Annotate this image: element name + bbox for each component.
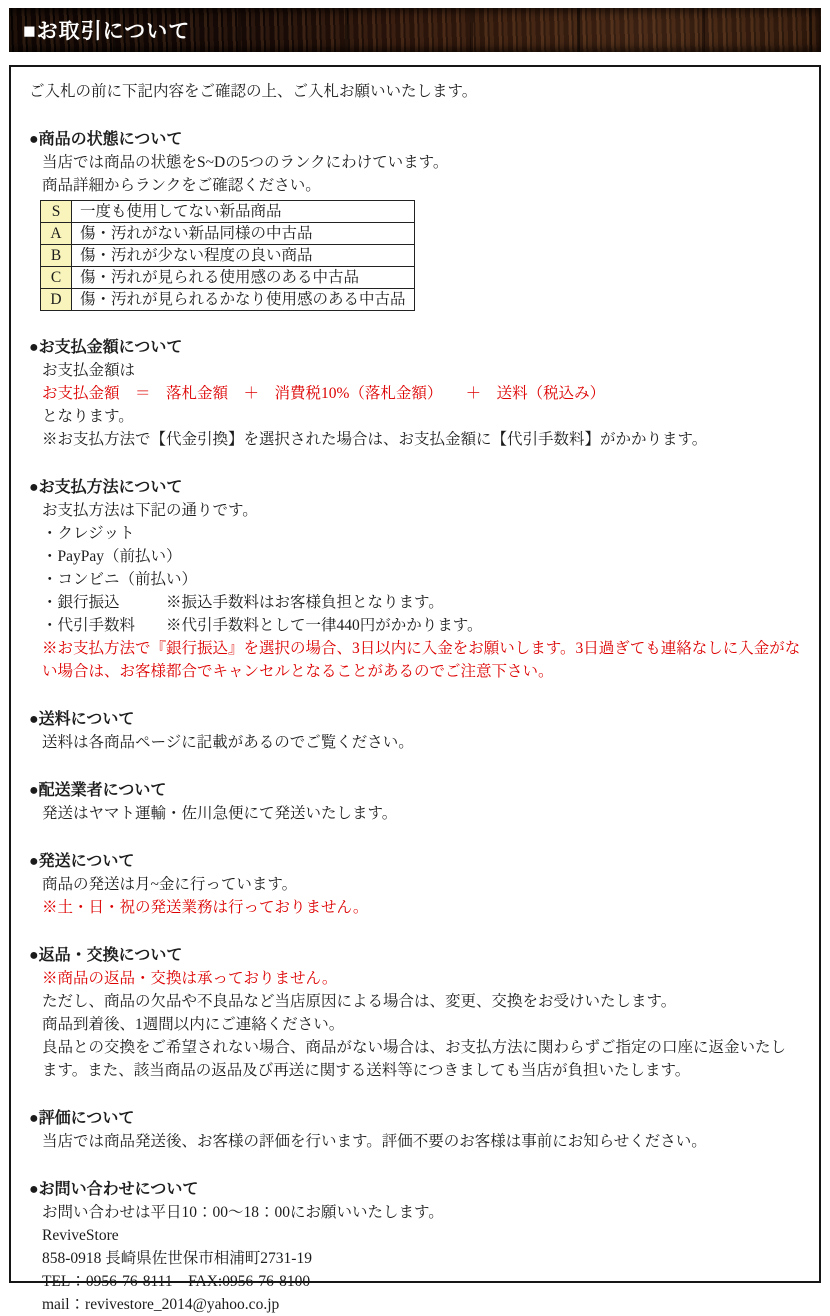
shipping-fee-line1: 送料は各商品ページに記載があるのでご覧ください。 [42,734,414,751]
section-payment-method [29,476,801,683]
payment-amount-formula: お支払金額 ＝ 落札金額 ＋ 消費税10%（落札金額） ＋ 送料（税込み） [42,385,606,402]
rating-heading: ●評価について [29,1110,135,1127]
condition-heading: ●商品の状態について [29,131,183,148]
condition-line2: 商品詳細からランクをご確認ください。 [42,177,321,194]
rank-row-c [41,267,415,289]
payment-amount-line2: となります。 [42,408,134,425]
rank-row-s [41,201,415,223]
payment-method-line1: お支払方法は下記の通りです。 [42,502,258,519]
section-rating [29,1107,801,1153]
rank-desc: 傷・汚れが少ない程度の良い商品 [72,245,415,267]
returns-heading: ●返品・交換について [29,947,183,964]
rank-row-a [41,223,415,245]
shipping-fee-heading: ●送料について [29,711,135,728]
dispatch-warning: ※土・日・祝の発送業務は行っておりません。 [42,899,369,916]
dispatch-line1: 商品の発送は月~金に行っています。 [42,876,298,893]
rank-row-d [41,289,415,311]
page-title: ■お取引について [23,19,191,43]
returns-line3: 良品との交換をご希望されない場合、商品がない場合は、お支払方法に関わらずご指定の口座に返金いたします。また、該当商品の返品及び再送に関する送料等につきましても当店が負担いたします。 [42,1039,787,1079]
rank-letter: A [41,223,72,245]
rank-desc: 傷・汚れが見られる使用感のある中古品 [72,267,415,289]
payment-method-item-credit: ・クレジット [42,525,135,542]
payment-amount-note: ※お支払方法で【代金引換】を選択された場合は、お支払金額に【代引手数料】がかかります。 [42,431,708,448]
returns-line1: ただし、商品の欠品や不良品など当店原因による場合は、変更、交換をお受けいたします。 [42,993,677,1010]
intro-text: ご入札の前に下記内容をご確認の上、ご入札お願いいたします。 [29,83,478,100]
rank-letter: S [41,201,72,223]
condition-line1: 当店では商品の状態をS~Dの5つのランクにわけています。 [42,154,449,171]
rank-table [40,200,415,311]
returns-line2: 商品到着後、1週間以内にご連絡ください。 [42,1016,345,1033]
payment-amount-line1: お支払金額は [42,362,136,379]
contact-line1: お問い合わせは平日10：00〜18：00にお願いいたします。 [42,1204,444,1221]
contact-mail: mail：revivestore_2014@yahoo.co.jp [42,1296,280,1313]
payment-method-heading: ●お支払方法について [29,479,183,496]
contact-tel-fax: TEL：0956-76-8111 FAX:0956-76-8100 [42,1273,311,1290]
carrier-heading: ●配送業者について [29,782,167,799]
section-dispatch [29,850,801,919]
rank-desc: 一度も使用してない新品商品 [72,201,415,223]
rank-desc: 傷・汚れがない新品同様の中古品 [72,223,415,245]
section-contact [29,1178,801,1316]
contact-store-name: ReviveStore [42,1227,119,1244]
rank-letter: D [41,289,72,311]
returns-warning: ※商品の返品・交換は承っておりません。 [42,970,338,987]
payment-method-item-cod: ・代引手数料 ※代引手数料として一律440円がかかります。 [42,617,483,634]
rank-row-b [41,245,415,267]
dispatch-heading: ●発送について [29,853,135,870]
contact-address: 858-0918 長崎県佐世保市相浦町2731-19 [42,1250,312,1267]
payment-method-item-paypay: ・PayPay（前払い） [42,548,182,565]
section-shipping-fee [29,708,801,754]
section-condition [29,128,801,311]
payment-amount-heading: ●お支払金額について [29,339,183,356]
payment-method-warning: ※お支払方法で『銀行振込』を選択の場合、3日以内に入金をお願いします。3日過ぎても連絡なしに入金がない場合は、お客様都合でキャンセルとなることがあるのでご注意下さい。 [42,640,801,680]
contact-heading: ●お問い合わせについて [29,1181,199,1198]
content-box [9,65,821,1313]
rank-letter: C [41,267,72,289]
page-header [9,8,821,52]
carrier-line1: 発送はヤマト運輸・佐川急便にて発送いたします。 [42,805,398,822]
rank-letter: B [41,245,72,267]
section-returns [29,944,801,1082]
payment-method-item-bank: ・銀行振込 ※振込手数料はお客様負担となります。 [42,594,444,611]
rank-desc: 傷・汚れが見られるかなり使用感のある中古品 [72,289,415,311]
section-payment-amount [29,336,801,451]
rating-line1: 当店では商品発送後、お客様の評価を行います。評価不要のお客様は事前にお知らせください。 [42,1133,707,1150]
payment-method-item-konbini: ・コンビニ（前払い） [42,571,198,588]
section-carrier [29,779,801,825]
